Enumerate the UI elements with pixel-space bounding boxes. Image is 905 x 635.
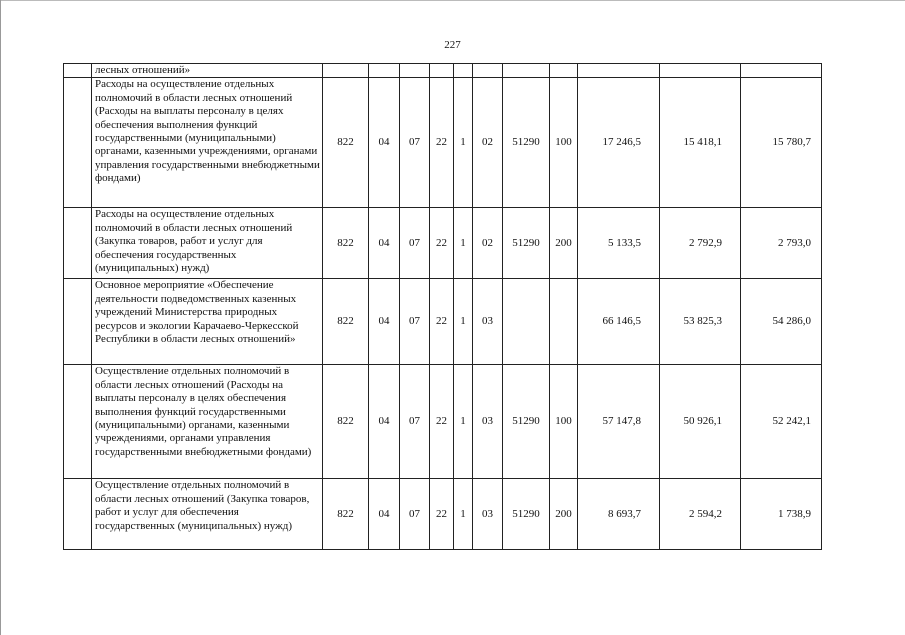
- table-body: [64, 64, 822, 550]
- amount-year2-cell: 50 926,1: [660, 365, 741, 479]
- amount-year1-cell: 17 246,5: [578, 78, 660, 208]
- direction-code-cell: 51290: [503, 479, 550, 550]
- amount-year2-cell: [660, 64, 741, 78]
- event-code-cell: 03: [473, 479, 503, 550]
- amount-year3-cell: 52 242,1: [741, 365, 822, 479]
- amount-year2-cell: 15 418,1: [660, 78, 741, 208]
- section-code-cell: 04: [369, 78, 400, 208]
- amount-year1-cell: 8 693,7: [578, 479, 660, 550]
- table-row: [64, 479, 822, 550]
- amount-year3-cell: 1 738,9: [741, 479, 822, 550]
- direction-code-cell: 51290: [503, 365, 550, 479]
- amount-year3-cell: [741, 64, 822, 78]
- expense-type-cell: 100: [550, 365, 578, 479]
- row-number-cell: [64, 64, 92, 78]
- row-number-cell: [64, 279, 92, 365]
- item-name-cell: лесных отношений»: [92, 64, 323, 78]
- table-row: [64, 365, 822, 479]
- page-number: 227: [444, 39, 461, 51]
- budget-table: [63, 63, 822, 550]
- section-code-cell: 04: [369, 208, 400, 279]
- subsection-code-cell: 07: [400, 208, 430, 279]
- table-row: [64, 279, 822, 365]
- table-row: [64, 208, 822, 279]
- expense-type-cell: [550, 279, 578, 365]
- event-code-cell: 03: [473, 365, 503, 479]
- admin-code-cell: 822: [323, 479, 369, 550]
- program-code-cell: 22: [430, 279, 454, 365]
- subsection-code-cell: 07: [400, 479, 430, 550]
- table-row: [64, 78, 822, 208]
- subsection-code-cell: [400, 64, 430, 78]
- expense-type-cell: [550, 64, 578, 78]
- direction-code-cell: [503, 279, 550, 365]
- amount-year2-cell: 53 825,3: [660, 279, 741, 365]
- admin-code-cell: 822: [323, 365, 369, 479]
- subprogram-code-cell: [454, 64, 473, 78]
- row-number-cell: [64, 479, 92, 550]
- direction-code-cell: [503, 64, 550, 78]
- row-number-cell: [64, 78, 92, 208]
- amount-year1-cell: 5 133,5: [578, 208, 660, 279]
- amount-year1-cell: [578, 64, 660, 78]
- section-code-cell: [369, 64, 400, 78]
- event-code-cell: 02: [473, 78, 503, 208]
- amount-year3-cell: 2 793,0: [741, 208, 822, 279]
- expense-type-cell: 100: [550, 78, 578, 208]
- scan-edge-left: [0, 0, 1, 635]
- program-code-cell: 22: [430, 78, 454, 208]
- item-name-cell: Осуществление отдельных полномочий в области лесных отношений (Расходы на выплаты персоналу в целях обеспечения выполнения функций государственными (муниципальными) органами, казенными учреждениями, органами управления государственными внебюджетными фондами): [92, 365, 323, 479]
- subprogram-code-cell: 1: [454, 365, 473, 479]
- row-number-cell: [64, 365, 92, 479]
- subprogram-code-cell: 1: [454, 279, 473, 365]
- item-name-cell: Осуществление отдельных полномочий в области лесных отношений (Закупка товаров, работ и услуг для обеспечения государственных (муниципальных) нужд): [92, 479, 323, 550]
- program-code-cell: [430, 64, 454, 78]
- subprogram-code-cell: 1: [454, 78, 473, 208]
- admin-code-cell: 822: [323, 78, 369, 208]
- section-code-cell: 04: [369, 279, 400, 365]
- section-code-cell: 04: [369, 479, 400, 550]
- expense-type-cell: 200: [550, 208, 578, 279]
- amount-year2-cell: 2 594,2: [660, 479, 741, 550]
- direction-code-cell: 51290: [503, 78, 550, 208]
- admin-code-cell: 822: [323, 208, 369, 279]
- event-code-cell: [473, 64, 503, 78]
- amount-year3-cell: 15 780,7: [741, 78, 822, 208]
- admin-code-cell: [323, 64, 369, 78]
- admin-code-cell: 822: [323, 279, 369, 365]
- item-name-cell: Расходы на осуществление отдельных полномочий в области лесных отношений (Закупка товаров, работ и услуг для обеспечения государственных (муниципальных) нужд): [92, 208, 323, 279]
- program-code-cell: 22: [430, 365, 454, 479]
- event-code-cell: 03: [473, 279, 503, 365]
- amount-year3-cell: 54 286,0: [741, 279, 822, 365]
- event-code-cell: 02: [473, 208, 503, 279]
- amount-year1-cell: 57 147,8: [578, 365, 660, 479]
- section-code-cell: 04: [369, 365, 400, 479]
- amount-year2-cell: 2 792,9: [660, 208, 741, 279]
- program-code-cell: 22: [430, 208, 454, 279]
- item-name-cell: Расходы на осуществление отдельных полномочий в области лесных отношений (Расходы на выплаты персоналу в целях обеспечения выполнения функций государственными (муниципальными) органами, казенными учреждениями, органами управления государственными внебюджетными фондами): [92, 78, 323, 208]
- table-row: [64, 64, 822, 78]
- direction-code-cell: 51290: [503, 208, 550, 279]
- subprogram-code-cell: 1: [454, 208, 473, 279]
- row-number-cell: [64, 208, 92, 279]
- expense-type-cell: 200: [550, 479, 578, 550]
- amount-year1-cell: 66 146,5: [578, 279, 660, 365]
- subsection-code-cell: 07: [400, 365, 430, 479]
- subprogram-code-cell: 1: [454, 479, 473, 550]
- item-name-cell: Основное мероприятие «Обеспечение деятельности подведомственных казенных учреждений Министерства природных ресурсов и экологии Карачаево-Черкесской Республики в области лесных отношений»: [92, 279, 323, 365]
- subsection-code-cell: 07: [400, 279, 430, 365]
- subsection-code-cell: 07: [400, 78, 430, 208]
- scan-edge-top: [0, 0, 905, 1]
- program-code-cell: 22: [430, 479, 454, 550]
